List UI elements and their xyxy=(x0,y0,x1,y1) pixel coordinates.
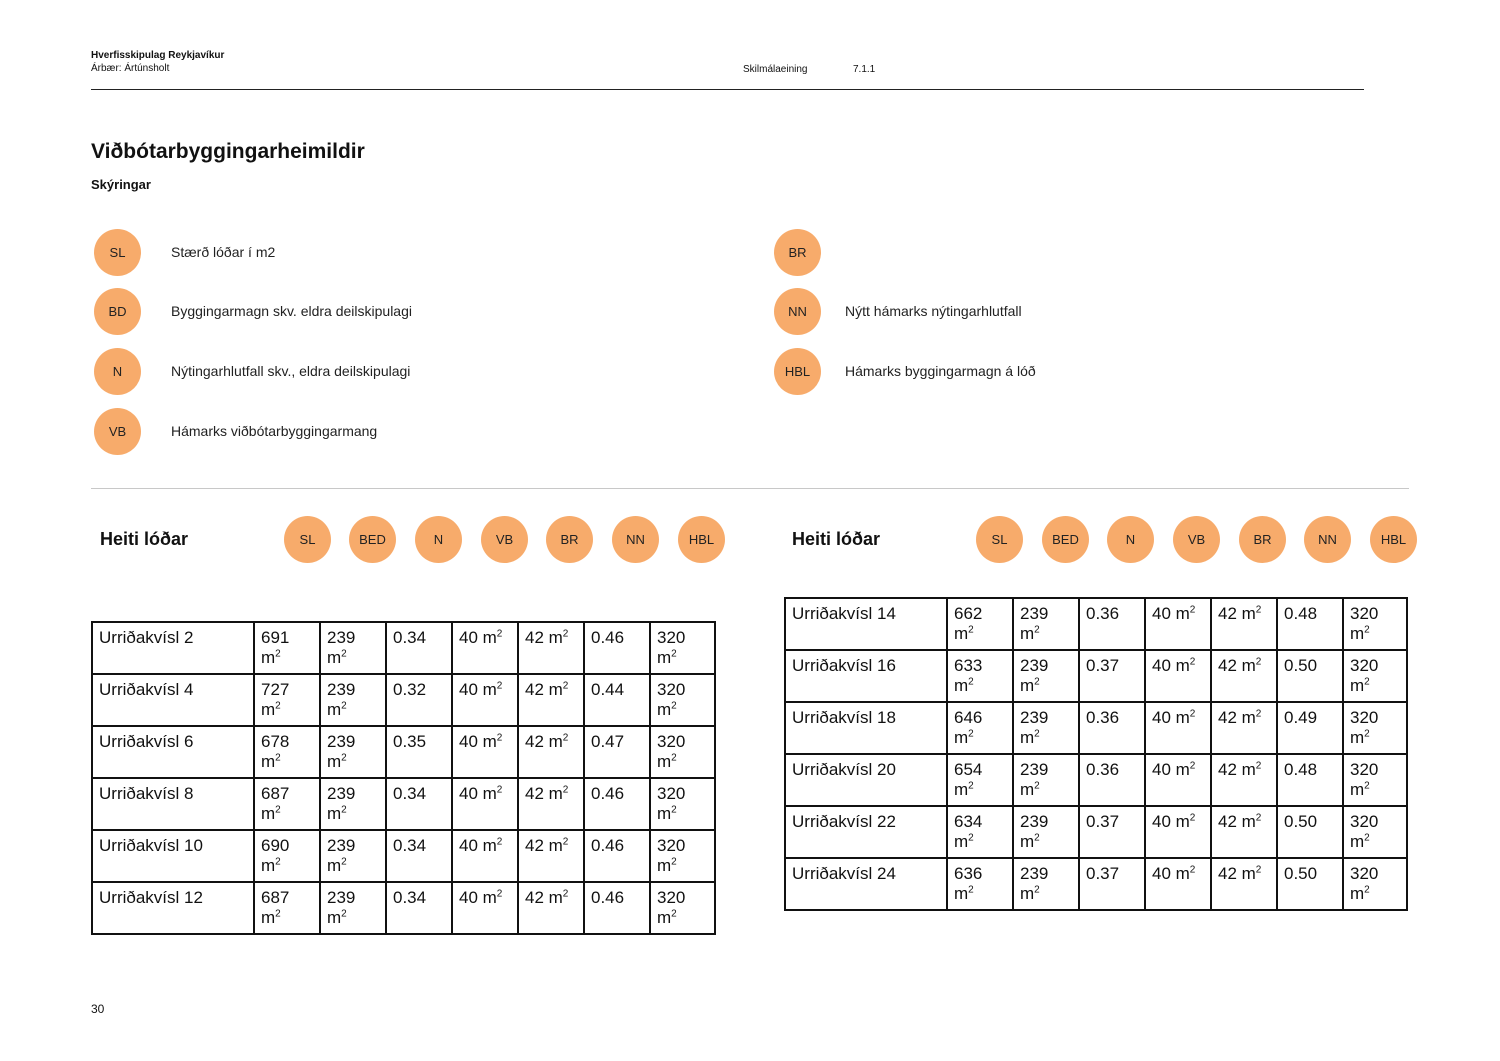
nn-cell: 0.48 xyxy=(1277,754,1343,806)
unit-exponent: 2 xyxy=(496,784,503,796)
legend-heading: Skýringar xyxy=(91,177,151,192)
unit-label: $m^2$ xyxy=(954,728,974,747)
bed-cell: 239 $m^2$ xyxy=(320,830,386,882)
table-row xyxy=(785,754,1407,806)
nn-cell: 0.46 xyxy=(584,778,650,830)
br-cell: 42 $m^2$ xyxy=(1211,650,1277,702)
unit-label: $m^2$ xyxy=(1020,780,1040,799)
nn-cell: 0.50 xyxy=(1277,858,1343,910)
hbl-cell: 320 $m^2$ xyxy=(650,726,715,778)
hbl-cell: 320 $m^2$ xyxy=(650,882,715,934)
vb-cell: 40 $m^2$ xyxy=(452,778,518,830)
bed-cell: 239 $m^2$ xyxy=(320,778,386,830)
unit-label: $m^2$ xyxy=(327,648,347,667)
unit-label: $m^2$ xyxy=(1350,832,1370,851)
unit-label: $m^2$ xyxy=(657,752,677,771)
unit-label: $m^2$ xyxy=(1020,624,1040,643)
nn-cell: 0.44 xyxy=(584,674,650,726)
sl-cell: 727 $m^2$ xyxy=(254,674,320,726)
unit-exponent: 2 xyxy=(562,836,569,848)
column-badge-nn: NN xyxy=(612,516,659,563)
unit-label: $m^2$ xyxy=(327,752,347,771)
hbl-cell: 320 $m^2$ xyxy=(1343,754,1407,806)
table-row xyxy=(785,650,1407,702)
table-row xyxy=(785,702,1407,754)
hbl-cell: 320 $m^2$ xyxy=(1343,702,1407,754)
table-row xyxy=(92,830,715,882)
unit-label: $m^2$ xyxy=(954,624,974,643)
vb-cell: 40 $m^2$ xyxy=(1145,754,1211,806)
unit-label: $m^2$ xyxy=(261,856,281,875)
column-badge-n: N xyxy=(1107,516,1154,563)
column-badge-sl: SL xyxy=(976,516,1023,563)
hbl-cell: 320 $m^2$ xyxy=(1343,598,1407,650)
bed-cell: 239 $m^2$ xyxy=(1013,858,1079,910)
hbl-cell: 320 $m^2$ xyxy=(650,622,715,674)
vb-cell: 40 $m^2$ xyxy=(1145,598,1211,650)
unit-exponent: 2 xyxy=(1189,812,1196,824)
header-subtitle: Árbær: Ártúnsholt xyxy=(91,63,170,74)
bed-cell: 239 $m^2$ xyxy=(320,726,386,778)
unit-label: $m^2$ xyxy=(327,856,347,875)
lot-name-cell: Urriðakvísl 24 xyxy=(785,858,947,910)
lot-name-cell: Urriðakvísl 10 xyxy=(92,830,254,882)
column-badge-br: BR xyxy=(546,516,593,563)
column-badge-hbl: HBL xyxy=(1370,516,1417,563)
bed-cell: 239 $m^2$ xyxy=(1013,650,1079,702)
unit-exponent: 2 xyxy=(562,888,569,900)
n-cell: 0.36 xyxy=(1079,598,1145,650)
legend-badge-n: N xyxy=(94,348,141,395)
unit-label: $m^2$ xyxy=(1020,728,1040,747)
unit-exponent: 2 xyxy=(1189,708,1196,720)
br-cell: 42 $m^2$ xyxy=(518,830,584,882)
vb-cell: 40 $m^2$ xyxy=(452,726,518,778)
unit-exponent: 2 xyxy=(1255,812,1262,824)
unit-exponent: 2 xyxy=(562,784,569,796)
column-badge-n: N xyxy=(415,516,462,563)
legend-label-vb: Hámarks viðbótarbyggingarmang xyxy=(171,423,378,439)
unit-exponent: 2 xyxy=(496,628,503,640)
unit-label: $m^2$ xyxy=(1350,884,1370,903)
sl-cell: 678 $m^2$ xyxy=(254,726,320,778)
unit-exponent: 2 xyxy=(1189,604,1196,616)
unit-exponent: 2 xyxy=(1189,760,1196,772)
unit-label: $m^2$ xyxy=(657,648,677,667)
br-cell: 42 $m^2$ xyxy=(518,778,584,830)
legend-badge-nn: NN xyxy=(774,288,821,335)
nn-cell: 0.46 xyxy=(584,622,650,674)
lot-name-cell: Urriðakvísl 16 xyxy=(785,650,947,702)
sl-cell: 687 $m^2$ xyxy=(254,778,320,830)
page-number: 30 xyxy=(91,1002,105,1016)
unit-label: $m^2$ xyxy=(954,780,974,799)
table-row xyxy=(92,622,715,674)
unit-exponent: 2 xyxy=(1255,604,1262,616)
unit-exponent: 2 xyxy=(1255,864,1262,876)
nn-cell: 0.47 xyxy=(584,726,650,778)
header-title: Hverfisskipulag Reykjavíkur xyxy=(91,50,225,61)
legend-badge-br: BR xyxy=(774,229,821,276)
column-badge-sl: SL xyxy=(284,516,331,563)
unit-label: $m^2$ xyxy=(954,884,974,903)
unit-exponent: 2 xyxy=(1255,708,1262,720)
unit-label: $m^2$ xyxy=(327,700,347,719)
vb-cell: 40 $m^2$ xyxy=(1145,702,1211,754)
hbl-cell: 320 $m^2$ xyxy=(1343,858,1407,910)
unit-exponent: 2 xyxy=(1189,864,1196,876)
header-divider xyxy=(91,89,1364,90)
nn-cell: 0.50 xyxy=(1277,650,1343,702)
header-section-number: 7.1.1 xyxy=(853,64,876,75)
n-cell: 0.37 xyxy=(1079,806,1145,858)
n-cell: 0.37 xyxy=(1079,650,1145,702)
column-badge-vb: VB xyxy=(481,516,528,563)
hbl-cell: 320 $m^2$ xyxy=(650,674,715,726)
legend-label-sl: Stærð lóðar í m2 xyxy=(171,244,276,260)
lot-name-cell: Urriðakvísl 14 xyxy=(785,598,947,650)
unit-label: $m^2$ xyxy=(1350,624,1370,643)
bed-cell: 239 $m^2$ xyxy=(1013,702,1079,754)
table-heading: Heiti lóðar xyxy=(100,529,189,549)
hbl-cell: 320 $m^2$ xyxy=(650,778,715,830)
table-row xyxy=(92,726,715,778)
unit-label: $m^2$ xyxy=(657,700,677,719)
legend-badge-bd: BD xyxy=(94,288,141,335)
table-row xyxy=(92,778,715,830)
table-row xyxy=(785,598,1407,650)
n-cell: 0.32 xyxy=(386,674,452,726)
bed-cell: 239 $m^2$ xyxy=(1013,598,1079,650)
unit-label: $m^2$ xyxy=(1020,676,1040,695)
unit-label: $m^2$ xyxy=(954,832,974,851)
lot-name-cell: Urriðakvísl 20 xyxy=(785,754,947,806)
n-cell: 0.37 xyxy=(1079,858,1145,910)
sl-cell: 691 $m^2$ xyxy=(254,622,320,674)
unit-exponent: 2 xyxy=(496,836,503,848)
unit-exponent: 2 xyxy=(496,888,503,900)
sl-cell: 633 $m^2$ xyxy=(947,650,1013,702)
unit-exponent: 2 xyxy=(1189,656,1196,668)
unit-label: $m^2$ xyxy=(657,804,677,823)
unit-label: $m^2$ xyxy=(327,804,347,823)
br-cell: 42 $m^2$ xyxy=(518,674,584,726)
lot-name-cell: Urriðakvísl 22 xyxy=(785,806,947,858)
legend-label-nn: Nýtt hámarks nýtingarhlutfall xyxy=(845,303,1022,319)
vb-cell: 40 $m^2$ xyxy=(1145,858,1211,910)
bed-cell: 239 $m^2$ xyxy=(320,674,386,726)
nn-cell: 0.46 xyxy=(584,882,650,934)
vb-cell: 40 $m^2$ xyxy=(452,882,518,934)
unit-exponent: 2 xyxy=(562,732,569,744)
bed-cell: 239 $m^2$ xyxy=(320,882,386,934)
hbl-cell: 320 $m^2$ xyxy=(1343,806,1407,858)
table-row xyxy=(785,858,1407,910)
table-heading: Heiti lóðar xyxy=(792,529,881,549)
unit-exponent: 2 xyxy=(496,732,503,744)
n-cell: 0.34 xyxy=(386,778,452,830)
sl-cell: 662 $m^2$ xyxy=(947,598,1013,650)
header-section: Skilmálaeining xyxy=(743,64,808,75)
n-cell: 0.36 xyxy=(1079,754,1145,806)
sl-cell: 636 $m^2$ xyxy=(947,858,1013,910)
table-row xyxy=(92,674,715,726)
lot-name-cell: Urriðakvísl 6 xyxy=(92,726,254,778)
sl-cell: 687 $m^2$ xyxy=(254,882,320,934)
unit-label: $m^2$ xyxy=(261,804,281,823)
lot-table-right xyxy=(784,597,1408,911)
br-cell: 42 $m^2$ xyxy=(1211,598,1277,650)
br-cell: 42 $m^2$ xyxy=(1211,702,1277,754)
lot-name-cell: Urriðakvísl 2 xyxy=(92,622,254,674)
bed-cell: 239 $m^2$ xyxy=(320,622,386,674)
bed-cell: 239 $m^2$ xyxy=(1013,754,1079,806)
legend-badge-vb: VB xyxy=(94,408,141,455)
unit-exponent: 2 xyxy=(496,680,503,692)
unit-label: $m^2$ xyxy=(1350,728,1370,747)
nn-cell: 0.49 xyxy=(1277,702,1343,754)
column-badge-bed: BED xyxy=(349,516,396,563)
unit-label: $m^2$ xyxy=(1350,676,1370,695)
lot-name-cell: Urriðakvísl 4 xyxy=(92,674,254,726)
unit-label: $m^2$ xyxy=(261,752,281,771)
unit-label: $m^2$ xyxy=(1020,884,1040,903)
unit-label: $m^2$ xyxy=(954,676,974,695)
hbl-cell: 320 $m^2$ xyxy=(1343,650,1407,702)
vb-cell: 40 $m^2$ xyxy=(1145,650,1211,702)
unit-exponent: 2 xyxy=(1255,760,1262,772)
bed-cell: 239 $m^2$ xyxy=(1013,806,1079,858)
table-row xyxy=(92,882,715,934)
lot-name-cell: Urriðakvísl 8 xyxy=(92,778,254,830)
vb-cell: 40 $m^2$ xyxy=(452,830,518,882)
nn-cell: 0.46 xyxy=(584,830,650,882)
unit-label: $m^2$ xyxy=(327,908,347,927)
hbl-cell: 320 $m^2$ xyxy=(650,830,715,882)
lot-table-left xyxy=(91,621,716,935)
n-cell: 0.34 xyxy=(386,830,452,882)
sl-cell: 654 $m^2$ xyxy=(947,754,1013,806)
br-cell: 42 $m^2$ xyxy=(1211,806,1277,858)
br-cell: 42 $m^2$ xyxy=(518,622,584,674)
nn-cell: 0.50 xyxy=(1277,806,1343,858)
vb-cell: 40 $m^2$ xyxy=(1145,806,1211,858)
table-row xyxy=(785,806,1407,858)
unit-label: $m^2$ xyxy=(261,908,281,927)
section-divider xyxy=(91,488,1409,489)
sl-cell: 634 $m^2$ xyxy=(947,806,1013,858)
legend-label-bd: Byggingarmagn skv. eldra deilskipulagi xyxy=(171,303,412,319)
unit-exponent: 2 xyxy=(562,628,569,640)
n-cell: 0.36 xyxy=(1079,702,1145,754)
legend-label-n: Nýtingarhlutfall skv., eldra deilskipulagi xyxy=(171,363,411,379)
n-cell: 0.35 xyxy=(386,726,452,778)
sl-cell: 646 $m^2$ xyxy=(947,702,1013,754)
lot-name-cell: Urriðakvísl 18 xyxy=(785,702,947,754)
lot-name-cell: Urriðakvísl 12 xyxy=(92,882,254,934)
br-cell: 42 $m^2$ xyxy=(518,882,584,934)
br-cell: 42 $m^2$ xyxy=(1211,754,1277,806)
n-cell: 0.34 xyxy=(386,622,452,674)
page-title: Viðbótarbyggingarheimildir xyxy=(91,140,365,163)
unit-label: $m^2$ xyxy=(261,648,281,667)
unit-label: $m^2$ xyxy=(1350,780,1370,799)
column-badge-vb: VB xyxy=(1173,516,1220,563)
legend-badge-hbl: HBL xyxy=(774,348,821,395)
n-cell: 0.34 xyxy=(386,882,452,934)
unit-label: $m^2$ xyxy=(1020,832,1040,851)
nn-cell: 0.48 xyxy=(1277,598,1343,650)
br-cell: 42 $m^2$ xyxy=(518,726,584,778)
br-cell: 42 $m^2$ xyxy=(1211,858,1277,910)
column-badge-bed: BED xyxy=(1042,516,1089,563)
unit-exponent: 2 xyxy=(1255,656,1262,668)
unit-label: $m^2$ xyxy=(657,908,677,927)
column-badge-hbl: HBL xyxy=(678,516,725,563)
sl-cell: 690 $m^2$ xyxy=(254,830,320,882)
column-badge-nn: NN xyxy=(1304,516,1351,563)
vb-cell: 40 $m^2$ xyxy=(452,622,518,674)
legend-label-hbl: Hámarks byggingarmagn á lóð xyxy=(845,363,1036,379)
unit-label: $m^2$ xyxy=(657,856,677,875)
unit-label: $m^2$ xyxy=(261,700,281,719)
column-badge-br: BR xyxy=(1239,516,1286,563)
legend-badge-sl: SL xyxy=(94,229,141,276)
vb-cell: 40 $m^2$ xyxy=(452,674,518,726)
unit-exponent: 2 xyxy=(562,680,569,692)
